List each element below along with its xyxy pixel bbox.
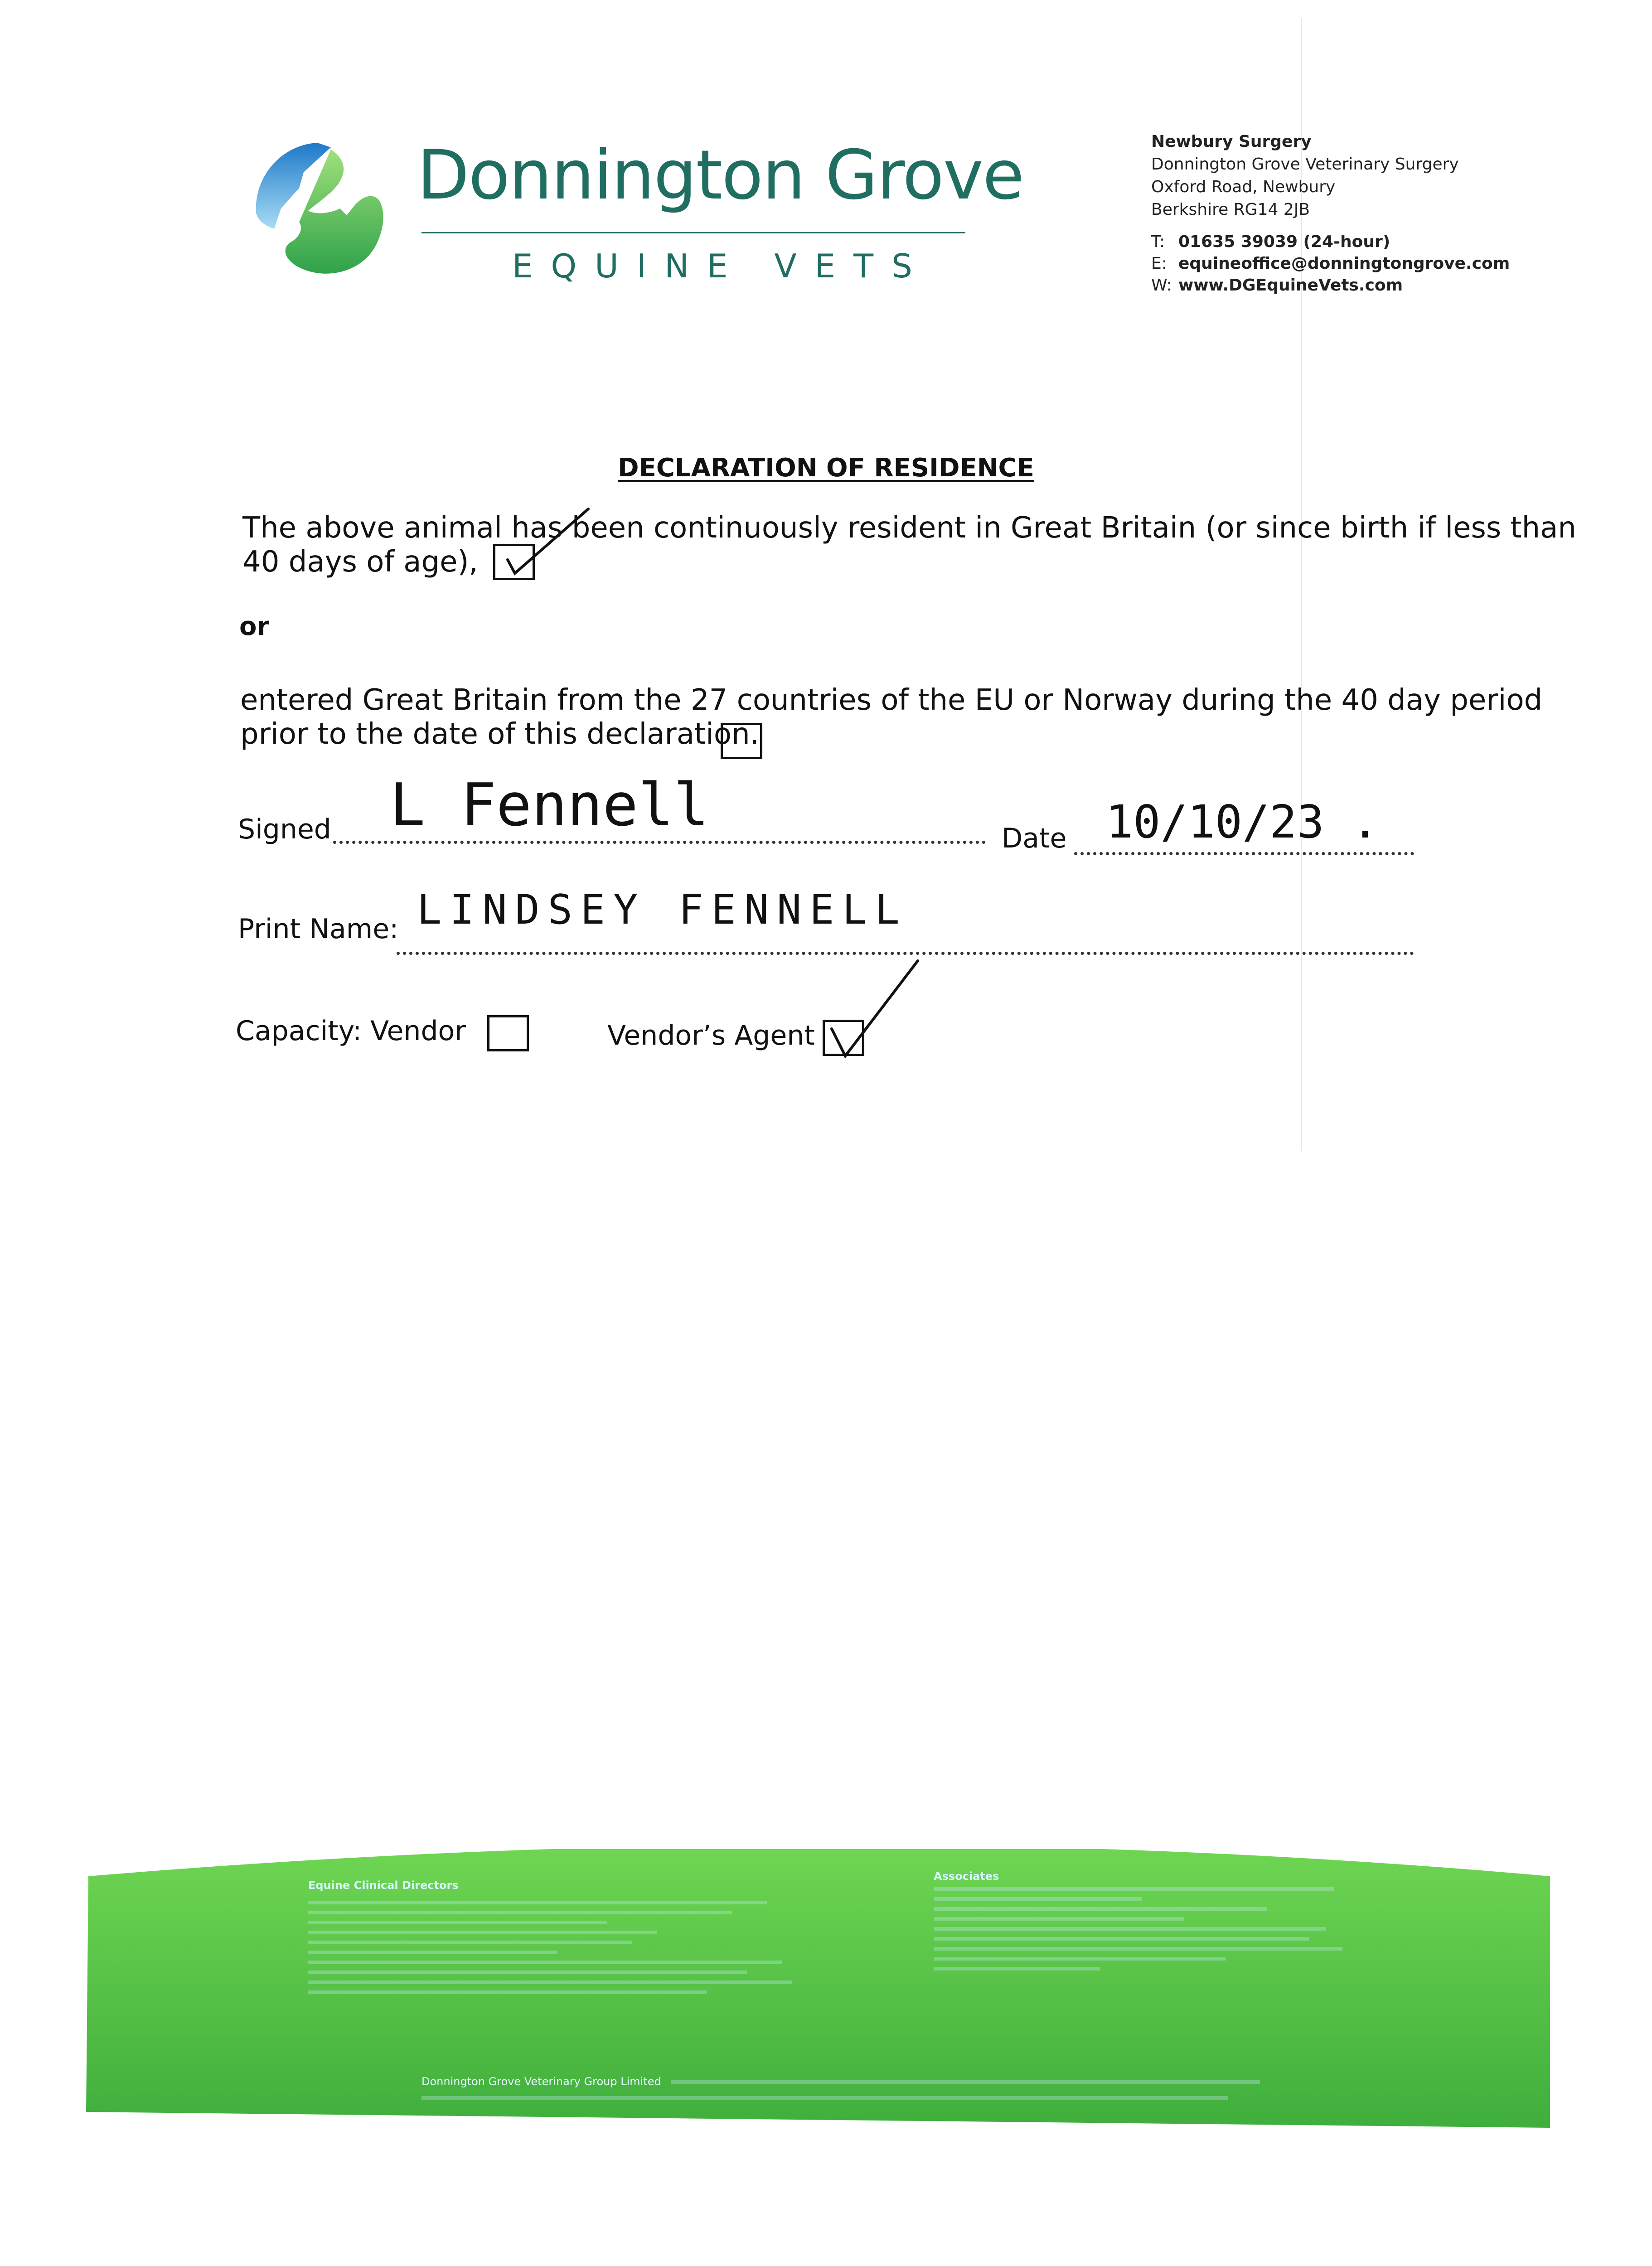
surgery-name: Newbury Surgery <box>1151 132 1312 151</box>
print-name-dotted-line <box>397 952 1414 955</box>
signed-dotted-line <box>333 841 986 844</box>
brand-divider <box>421 232 965 233</box>
print-name-label: Print Name: <box>238 913 399 945</box>
option2-text-line1: entered Great Britain from the 27 countries of the EU or Norway during the 40 day period <box>240 683 1543 717</box>
email-value: equineoffice@donningtongrove.com <box>1178 254 1510 273</box>
date-handwriting[interactable]: 10/10/23 . <box>1106 795 1379 848</box>
option1-check-icon <box>498 505 597 582</box>
footer-registration-line <box>421 2096 1228 2100</box>
logo-emblem-icon <box>249 136 399 286</box>
address-line: Donnington Grove Veterinary Surgery <box>1151 155 1459 174</box>
print-name-handwriting[interactable]: LINDSEY FENNELL <box>417 886 908 934</box>
footer-directors-list <box>308 1894 807 2058</box>
document-title: DECLARATION OF RESIDENCE <box>618 453 1034 483</box>
footer-company-details-line <box>671 2080 1260 2084</box>
email-label: E: <box>1151 254 1167 273</box>
date-dotted-line <box>1074 852 1414 855</box>
vendor-agent-check-icon <box>823 956 931 1065</box>
vendor-checkbox[interactable] <box>487 1015 529 1051</box>
web-value: www.DGEquineVets.com <box>1178 276 1403 295</box>
phone-value: 01635 39039 (24-hour) <box>1178 232 1390 251</box>
signature-handwriting[interactable]: L Fennell <box>390 770 709 839</box>
option1-text-line1: The above animal has been continuously resident in Great Britain (or since birth if less than <box>242 511 1576 545</box>
address-line: Berkshire RG14 2JB <box>1151 200 1310 219</box>
brand-name: Donnington Grove <box>417 136 1024 215</box>
date-label: Date <box>1002 823 1067 854</box>
address-line: Oxford Road, Newbury <box>1151 178 1336 196</box>
contact-block <box>1151 231 1510 296</box>
brand-subtitle: EQUINE VETS <box>512 247 930 285</box>
address-block <box>1151 131 1459 221</box>
phone-label: T: <box>1151 232 1165 251</box>
signed-label: Signed <box>238 813 331 845</box>
option2-text-line2: prior to the date of this declaration. <box>240 717 759 751</box>
footer-company-name: Donnington Grove Veterinary Group Limited <box>421 2075 661 2088</box>
capacity-vendor-label: Capacity: Vendor <box>236 1015 466 1047</box>
option1-text-line2: 40 days of age), <box>242 545 478 579</box>
footer-associates-heading: Associates <box>934 1870 999 1883</box>
footer-associates-list <box>934 1881 1351 2017</box>
web-label: W: <box>1151 276 1172 295</box>
footer-directors-heading: Equine Clinical Directors <box>308 1879 459 1892</box>
option2-checkbox[interactable] <box>721 723 762 759</box>
or-separator: or <box>239 612 270 641</box>
vendor-agent-label: Vendor’s Agent <box>607 1020 815 1051</box>
footer-band <box>0 1849 1652 2139</box>
